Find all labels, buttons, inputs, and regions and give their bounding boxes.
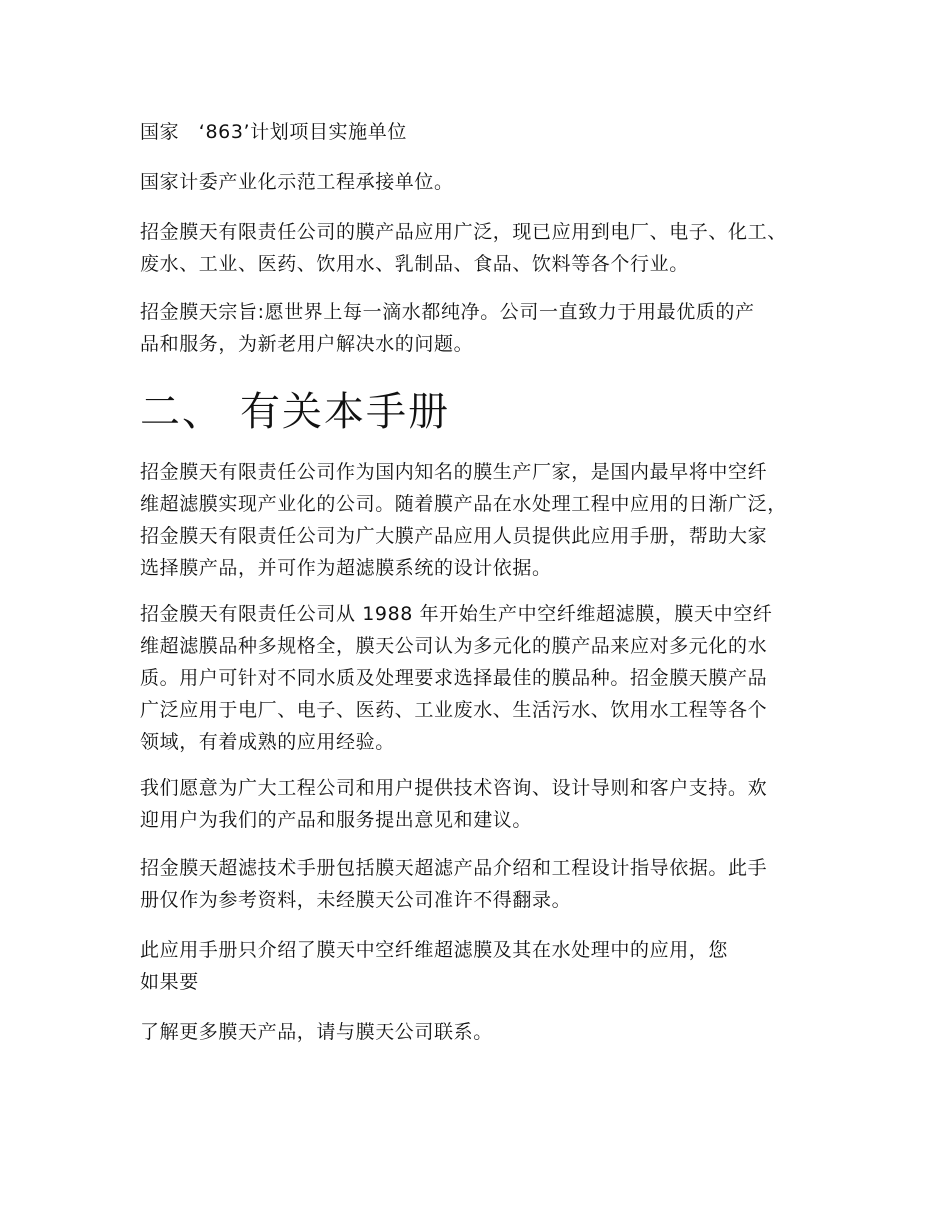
intro-paragraph-mission: 招金膜天宗旨:愿世界上每一滴水都纯净。公司一直致力于用最优质的产 品和服务，为新老用户解决水的问题。 bbox=[140, 301, 755, 355]
body-paragraph-2: 招金膜天有限责任公司从 1988 年开始生产中空纤维超滤膜，膜天中空纤 维超滤膜品种多规格全，膜天公司认为多元化的膜产品来应对多元化的水 质。用户可针对不同水质及处理要求选择最佳的膜品种。招金膜天膜产品 广泛应用于电厂、电子、医药、工业废水、生活污水、饮用水工程等各个 领域，有着成熟的应用经验。 bbox=[140, 603, 773, 753]
intro-paragraph-applications: 招金膜天有限责任公司的膜产品应用广泛，现已应用到电厂、电子、化工、 废水、工业、医药、饮用水、乳制品、食品、饮料等各个行业。 bbox=[140, 221, 787, 275]
intro-line-863: 国家 ‘863’计划项目实施单位 bbox=[140, 121, 407, 143]
body-paragraph-3: 我们愿意为广大工程公司和用户提供技术咨询、设计导则和客户支持。欢 迎用户为我们的产品和服务提出意见和建议。 bbox=[140, 777, 768, 831]
body-paragraph-5: 此应用手册只介绍了膜天中空纤维超滤膜及其在水处理中的应用，您 如果要 bbox=[140, 939, 729, 993]
body-paragraph-6: 了解更多膜天产品，请与膜天公司联系。 bbox=[140, 1021, 493, 1043]
body-paragraph-4: 招金膜天超滤技术手册包括膜天超滤产品介绍和工程设计指导依据。此手 册仅作为参考资料，未经膜天公司准许不得翻录。 bbox=[140, 857, 768, 911]
intro-line-demo-project: 国家计委产业化示范工程承接单位。 bbox=[140, 171, 454, 193]
section-title: 有关本手册 bbox=[240, 389, 450, 435]
body-paragraph-1: 招金膜天有限责任公司作为国内知名的膜生产厂家，是国内最早将中空纤 维超滤膜实现产业化的公司。随着膜产品在水处理工程中应用的日渐广泛， 招金膜天有限责任公司为广大膜产品应用人员提供此应用手册，帮助大家 选择膜产品，并可作为超滤膜系统的设计依据。 bbox=[140, 461, 787, 579]
section-number: 二、 bbox=[140, 389, 224, 435]
section-heading bbox=[140, 384, 450, 440]
